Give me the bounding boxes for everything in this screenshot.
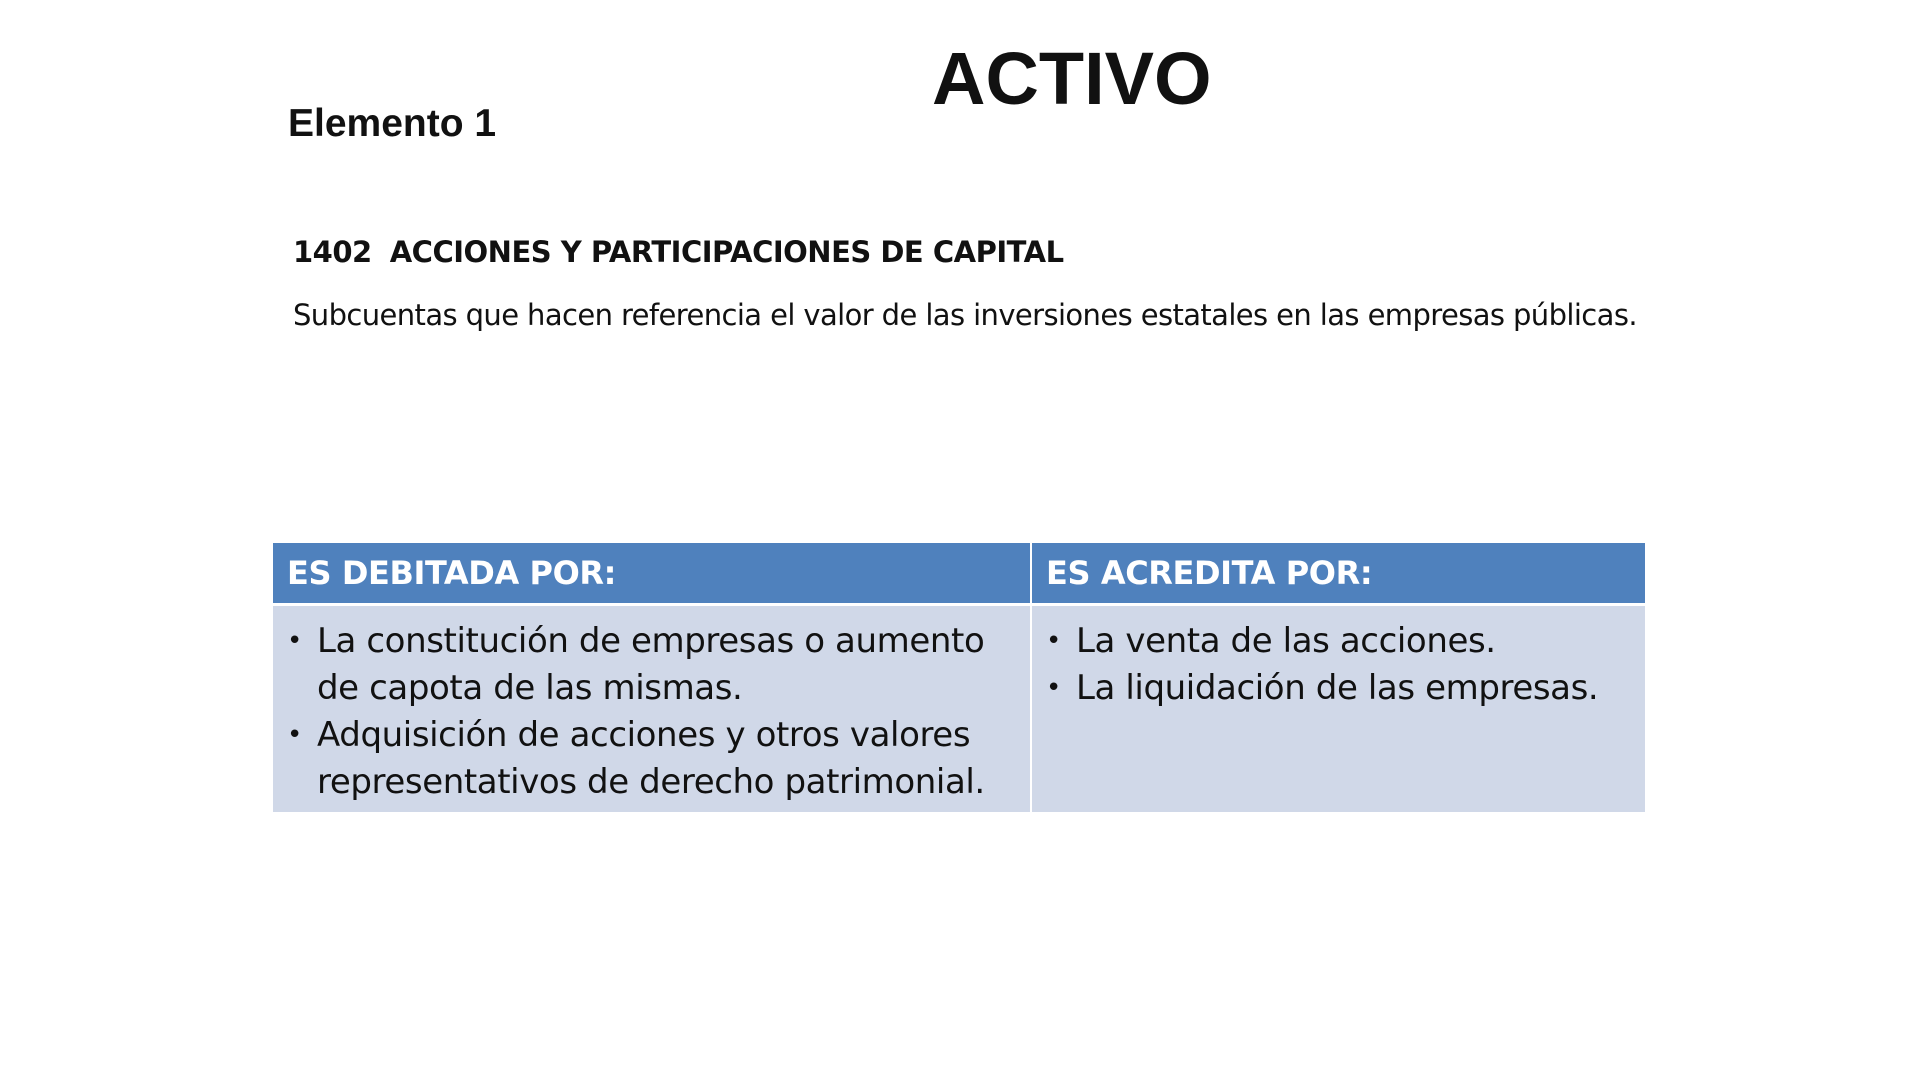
slide-title: ACTIVO: [932, 37, 1212, 120]
credit-column-header: ES ACREDITA POR:: [1031, 543, 1645, 605]
list-item-text: La constitución de empresas o aumento de capota de las mismas.: [317, 621, 985, 708]
bullet-icon: •: [1046, 626, 1061, 656]
table-header-row: [273, 543, 1645, 605]
bullet-icon: •: [287, 720, 302, 750]
debit-cell: [273, 605, 1031, 813]
list-item-text: Adquisición de acciones y otros valores representativos de derecho patrimonial.: [317, 715, 985, 802]
bullet-icon: •: [1046, 673, 1061, 703]
list-item: [1046, 665, 1631, 712]
credit-cell: [1031, 605, 1645, 813]
list-item: [1046, 618, 1631, 665]
list-item: [287, 618, 1016, 712]
account-name: ACCIONES Y PARTICIPACIONES DE CAPITAL: [389, 235, 1064, 269]
element-label: Elemento 1: [288, 102, 497, 145]
list-item-text: La liquidación de las empresas.: [1076, 668, 1599, 708]
debit-list: [287, 618, 1016, 806]
list-item-text: La venta de las acciones.: [1076, 621, 1496, 661]
account-heading: [293, 235, 1064, 269]
list-item: [287, 712, 1016, 806]
bullet-icon: •: [287, 626, 302, 656]
account-description: Subcuentas que hacen referencia el valor de las inversiones estatales en las empresas públicas.: [293, 298, 1637, 332]
credit-list: [1046, 618, 1631, 712]
debit-column-header: ES DEBITADA POR:: [273, 543, 1031, 605]
debit-credit-table: [273, 543, 1645, 812]
account-code: 1402: [293, 235, 372, 269]
table-row: [273, 605, 1645, 813]
